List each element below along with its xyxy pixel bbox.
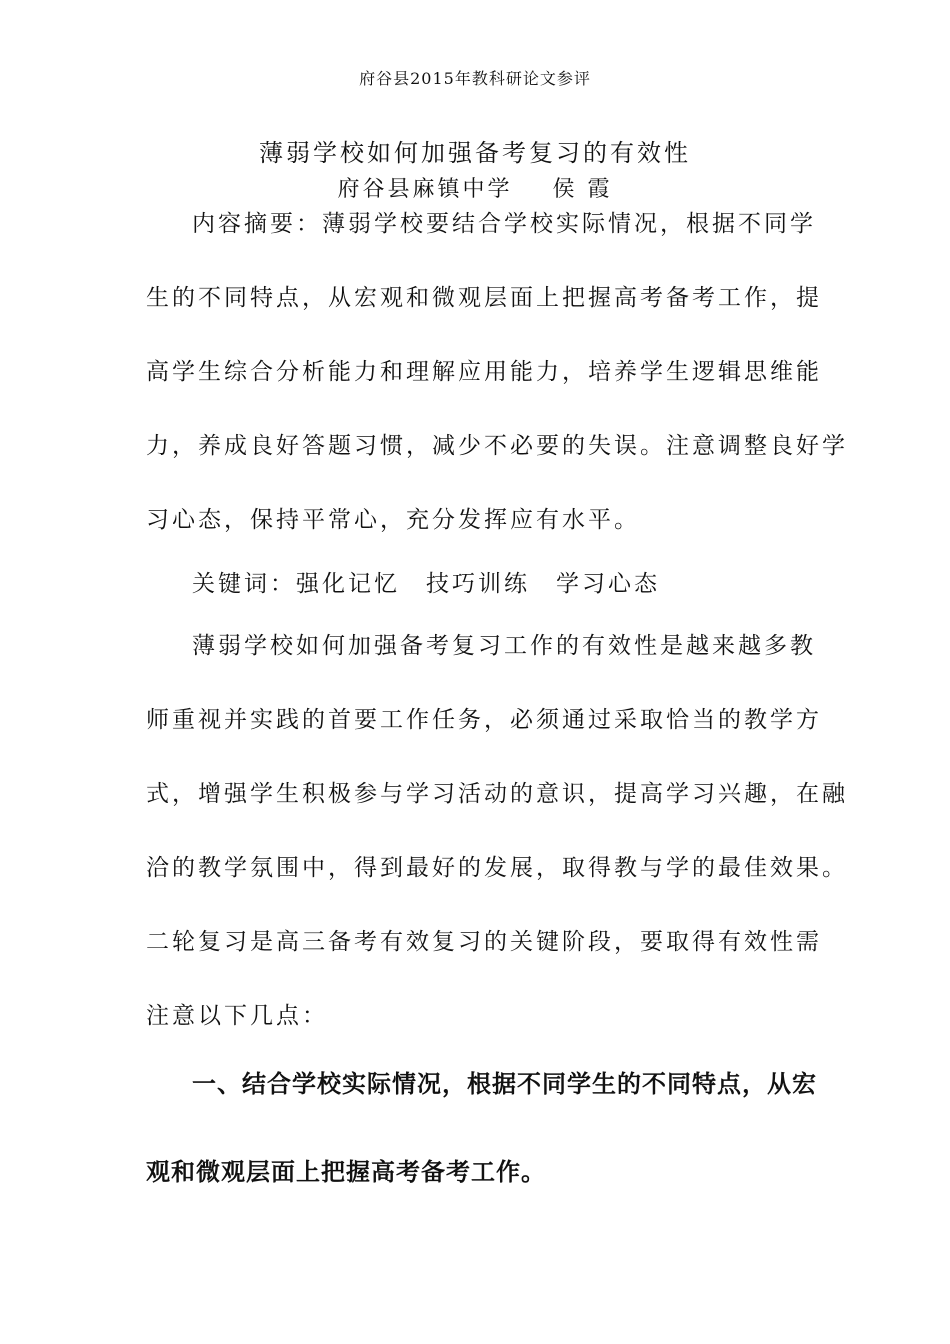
abstract-line: 习心态，保持平常心，充分发挥应有水平。 — [146, 507, 640, 533]
author-line: 府谷县麻镇中学 侯 霞 — [337, 177, 613, 202]
body-line: 二轮复习是高三备考有效复习的关键阶段，要取得有效性需 — [146, 929, 822, 955]
keywords-label: 关键词： — [192, 571, 296, 597]
keyword: 学习心态 — [556, 571, 660, 597]
body-line: 师重视并实践的首要工作任务，必须通过采取恰当的教学方 — [146, 707, 822, 733]
abstract-line: 内容摘要：薄弱学校要结合学校实际情况，根据不同学 — [192, 211, 816, 237]
body-paragraph — [146, 628, 848, 1072]
abstract-line: 高学生综合分析能力和理解应用能力，培养学生逻辑思维能 — [146, 359, 822, 385]
abstract-section — [146, 206, 848, 576]
keyword: 强化记忆 — [296, 571, 400, 597]
section-heading-line: 一、结合学校实际情况，根据不同学生的不同特点，从宏 — [192, 1070, 817, 1098]
body-line: 洽的教学氛围中，得到最好的发展，取得教与学的最佳效果。 — [146, 855, 848, 881]
body-line: 式，增强学生积极参与学习活动的意识，提高学习兴趣，在融 — [146, 781, 848, 807]
body-line: 注意以下几点： — [146, 1003, 328, 1029]
body-line: 薄弱学校如何加强备考复习工作的有效性是越来越多教 — [192, 633, 816, 659]
abstract-line: 生的不同特点，从宏观和微观层面上把握高考备考工作，提 — [146, 285, 822, 311]
article-title: 薄弱学校如何加强备考复习的有效性 — [259, 139, 691, 167]
section-heading — [146, 1066, 817, 1242]
abstract-line: 力，养成良好答题习惯，减少不必要的失误。注意调整良好学 — [146, 433, 848, 459]
section-heading-line: 观和微观层面上把握高考备考工作。 — [146, 1158, 546, 1186]
document-header: 府谷县2015年教科研论文参评 — [359, 69, 591, 88]
keyword: 技巧训练 — [426, 571, 530, 597]
